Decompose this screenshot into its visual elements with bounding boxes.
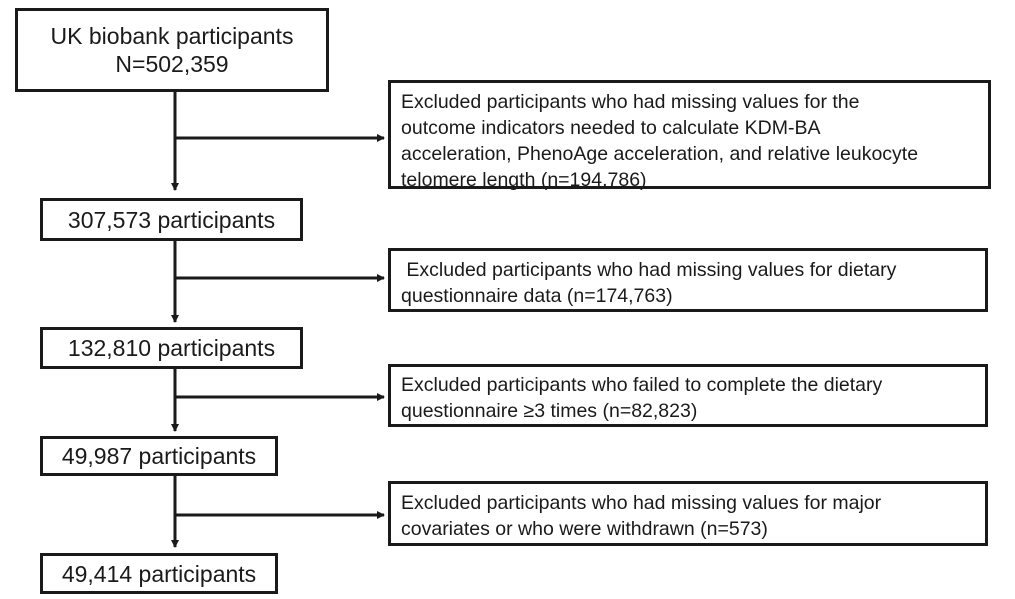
- exclusion-1-line-3: acceleration, PhenoAge acceleration, and relative leukocyte: [401, 143, 919, 165]
- start-box-count: N=502,359: [115, 51, 229, 77]
- exclusion-box-3: [388, 364, 988, 427]
- step-box-1: [40, 198, 303, 241]
- exclusion-box-4: [388, 481, 988, 546]
- step-box-4: [40, 553, 278, 594]
- exclusion-3-line-2: questionnaire ≥3 times (n=82,823): [401, 400, 698, 422]
- step-3-label: 49,987 participants: [61, 443, 257, 469]
- exclusion-2-line-2: questionnaire data (n=174,763): [401, 285, 673, 307]
- exclusion-1-line-2: outcome indicators needed to calculate KDM-BA: [401, 117, 821, 139]
- step-box-2: [40, 327, 303, 369]
- exclusion-box-1: [388, 80, 991, 189]
- step-4-label: 49,414 participants: [61, 560, 257, 587]
- exclusion-3-line-1: Excluded participants who failed to complete the dietary: [401, 374, 883, 396]
- exclusion-1-line-4: telomere length (n=194,786): [401, 169, 647, 191]
- exclusion-4-line-1: Excluded participants who had missing values for major: [401, 492, 882, 514]
- exclusion-box-2: [388, 248, 988, 312]
- start-box-title: UK biobank participants: [50, 23, 294, 49]
- step-1-label: 307,573 participants: [67, 206, 276, 233]
- step-2-label: 132,810 participants: [67, 335, 276, 361]
- exclusion-1-line-1: Excluded participants who had missing values for the: [401, 91, 860, 113]
- exclusion-2-line-1: Excluded participants who had missing values for dietary: [401, 259, 897, 281]
- start-box: [15, 8, 329, 92]
- exclusion-4-line-2: covariates or who were withdrawn (n=573): [401, 518, 768, 540]
- step-box-3: [40, 436, 278, 476]
